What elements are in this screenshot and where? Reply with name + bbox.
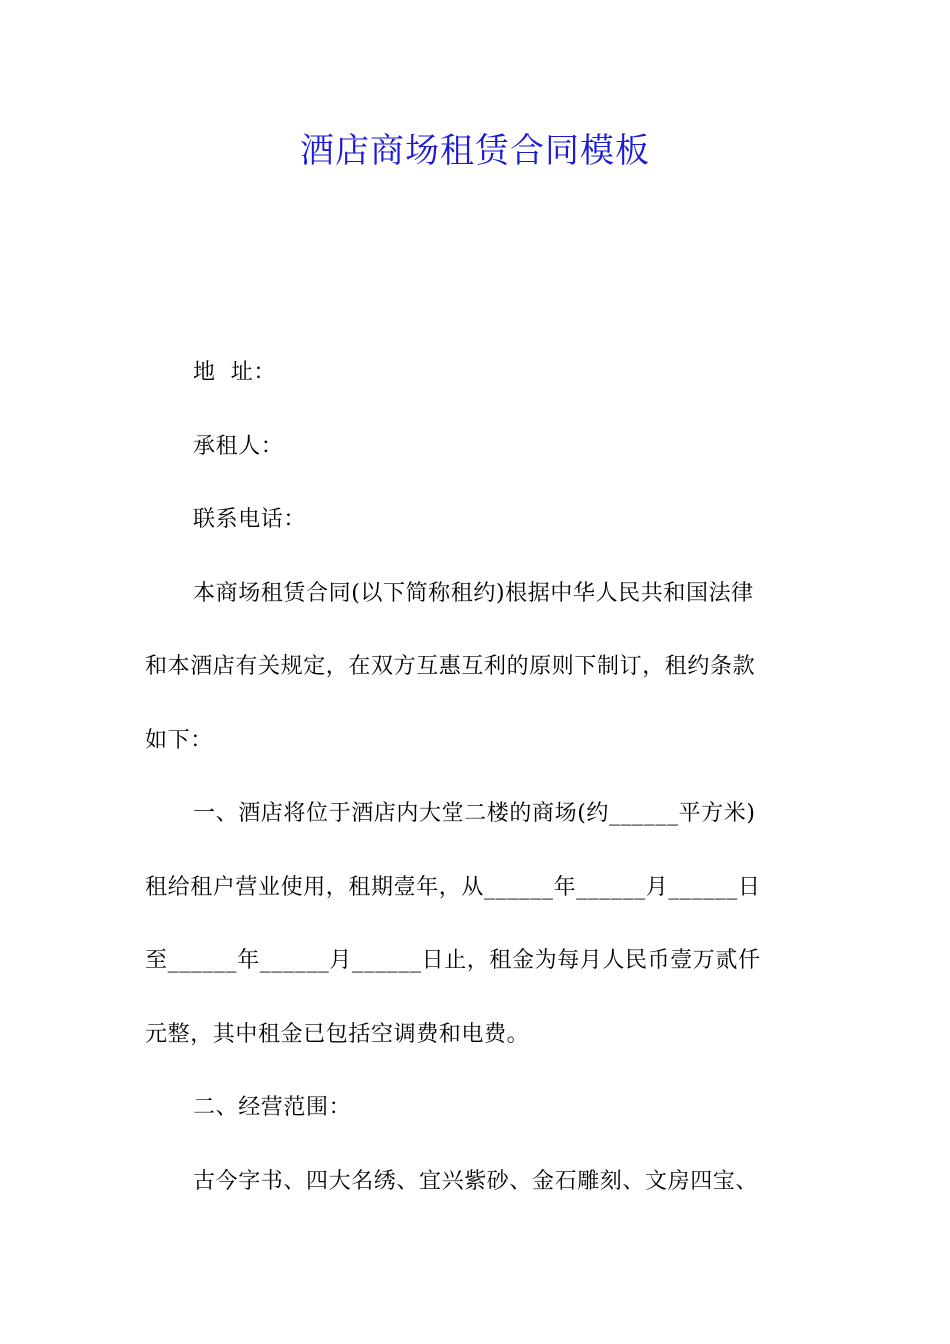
intro-line-1: 本商场租赁合同(以下简称租约)根据中华人民共和国法律 (193, 580, 754, 606)
clause-1-line-2: 租给租户营业使用，租期壹年，从______年______月______日 (145, 874, 761, 900)
clause-2-heading-paragraph (145, 1071, 810, 1145)
document-body (145, 336, 810, 1218)
clause-1-line-4: 元整，其中租金已包括空调费和电费。 (145, 1021, 530, 1047)
lessee-field (145, 410, 810, 484)
clause-1-line-3: 至______年______月______日止，租金为每月人民币壹万贰仟 (145, 948, 761, 973)
phone-label: 联系电话： (193, 507, 307, 532)
intro-line-3: 如下： (145, 727, 213, 753)
clause-2-line-1: 古今字书、四大名绣、宜兴紫砂、金石雕刻、文房四宝、 (193, 1168, 759, 1194)
clause-1-paragraph (145, 777, 810, 1071)
lessee-label: 承租人： (193, 433, 284, 459)
document-title: 酒店商场租赁合同模板 (300, 131, 650, 171)
address-label: 地 址： (193, 360, 276, 385)
intro-paragraph (145, 557, 810, 778)
clause-2-paragraph (145, 1145, 810, 1219)
address-field (145, 336, 810, 410)
intro-line-2: 和本酒店有关规定，在双方互惠互利的原则下制订，租约条款 (145, 654, 756, 679)
clause-1-line-1: 一、酒店将位于酒店内大堂二楼的商场(约______平方米) (193, 801, 756, 826)
clause-2-heading: 二、经营范围： (193, 1095, 352, 1120)
phone-field (145, 483, 810, 557)
